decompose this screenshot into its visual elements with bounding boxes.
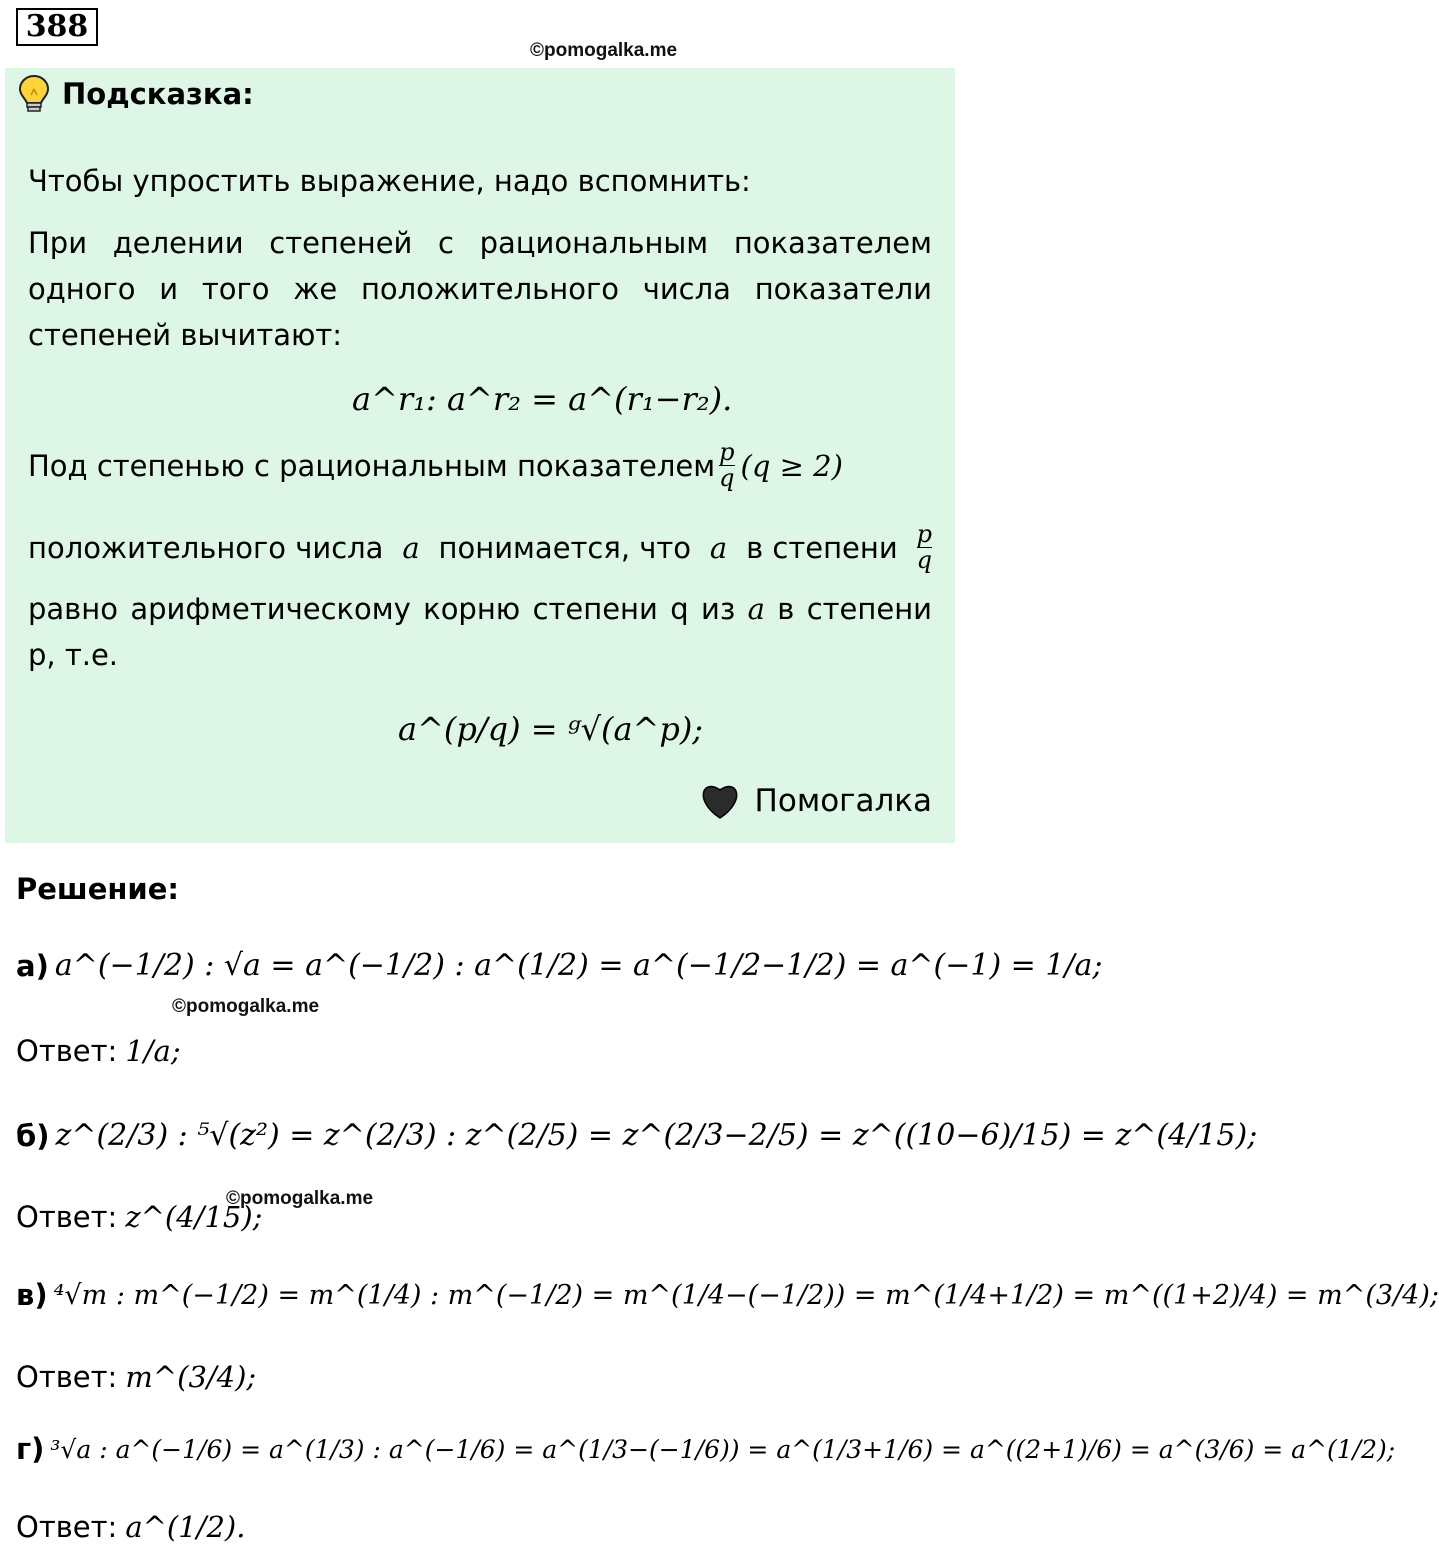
hint-rule2-a: положительного числа <box>28 530 384 565</box>
hint-rule2-end: равно арифметическому корню степени q из <box>28 592 736 626</box>
answer-g <box>16 1510 245 1544</box>
frac-den: q <box>916 546 932 575</box>
frac-p-q-2 <box>917 522 932 573</box>
answer-a <box>16 1034 181 1068</box>
hint-rule1: При делении степеней с рациональным показателем одного и того же положительного числа показатели степеней вычитают: <box>28 226 932 352</box>
frac-p-q <box>719 440 734 491</box>
var-a-2: a <box>709 530 728 565</box>
answer-value: m^(3/4); <box>125 1360 257 1394</box>
var-a-3: a <box>747 592 765 626</box>
item-expression: ⁴√m : m^(−1/2) = m^(1/4) : m^(−1/2) = m^(1/4−(−1/2)) = m^(1/4+1/2) = m^((1+2)/4) = m^(3/4); <box>53 1279 1439 1311</box>
hint-rule2-end2: в степени p, т.е. <box>28 592 932 672</box>
watermark: ©pomogalka.me <box>530 40 678 61</box>
hint-rule2-line2 <box>28 522 932 573</box>
solution-item-g <box>16 1432 1395 1466</box>
formula-division-text: a^r₁: a^r₂ = a^(r₁−r₂). <box>352 380 733 418</box>
solution-item-v <box>16 1278 1439 1312</box>
formula-root <box>398 710 703 748</box>
solution-item-a <box>16 948 1103 983</box>
item-label: в) <box>16 1278 48 1312</box>
item-label: г) <box>16 1432 45 1466</box>
lightbulb-icon <box>18 74 50 114</box>
item-label: б) <box>16 1118 50 1153</box>
hint-rule2-cond: (q ≥ 2) <box>740 448 843 483</box>
watermark: ©pomogalka.me <box>226 1188 374 1209</box>
watermark: ©pomogalka.me <box>172 996 320 1017</box>
hint-title <box>18 74 254 114</box>
item-expression: z^(2/3) : ⁵√(z²) = z^(2/3) : z^(2/5) = z^(2/3−2/5) = z^((10−6)/15) = z^(4/15); <box>55 1118 1258 1153</box>
item-expression: a^(−1/2) : √a = a^(−1/2) : a^(1/2) = a^(−1/2−1/2) = a^(−1) = 1/a; <box>54 948 1103 983</box>
answer-label: Ответ: <box>16 1200 118 1234</box>
answer-label: Ответ: <box>16 1034 118 1068</box>
heart-icon <box>699 782 741 820</box>
brand-name: Помогалка <box>754 783 932 819</box>
answer-v <box>16 1360 256 1394</box>
answer-value: a^(1/2). <box>125 1510 246 1544</box>
item-label: а) <box>16 948 49 983</box>
hint-rule2-line3 <box>28 586 932 678</box>
hint-rule2-c: в степени <box>746 530 898 565</box>
answer-value: 1/a; <box>125 1034 181 1068</box>
frac-num: p <box>719 438 735 466</box>
var-a-1: a <box>402 530 420 565</box>
brand <box>699 782 932 820</box>
answer-label: Ответ: <box>16 1360 118 1394</box>
hint-intro: Чтобы упростить выражение, надо вспомнить: <box>28 164 751 198</box>
solution-item-b <box>16 1118 1257 1153</box>
hint-rule2-b: понимается, что <box>438 530 692 565</box>
solution-title: Решение: <box>16 872 180 906</box>
formula-root-text: a^(p/q) = ᵍ√(a^p); <box>398 710 704 748</box>
hint-title-text: Подсказка: <box>62 77 254 111</box>
hint-rule2-line1 <box>28 440 932 491</box>
frac-den: q <box>719 464 735 493</box>
answer-value: z^(4/15); <box>125 1200 263 1234</box>
formula-division <box>352 380 732 418</box>
item-expression: ³√a : a^(−1/6) = a^(1/3) : a^(−1/6) = a^(1/3−(−1/6)) = a^(1/3+1/6) = a^((2+1)/6) = a^(3/6) = a^(1/2); <box>50 1434 1396 1464</box>
answer-label: Ответ: <box>16 1510 118 1544</box>
hint-rule2-start: Под степенью с рациональным показателем <box>28 448 716 483</box>
problem-number: 388 <box>16 8 98 46</box>
frac-num: p <box>916 520 932 548</box>
